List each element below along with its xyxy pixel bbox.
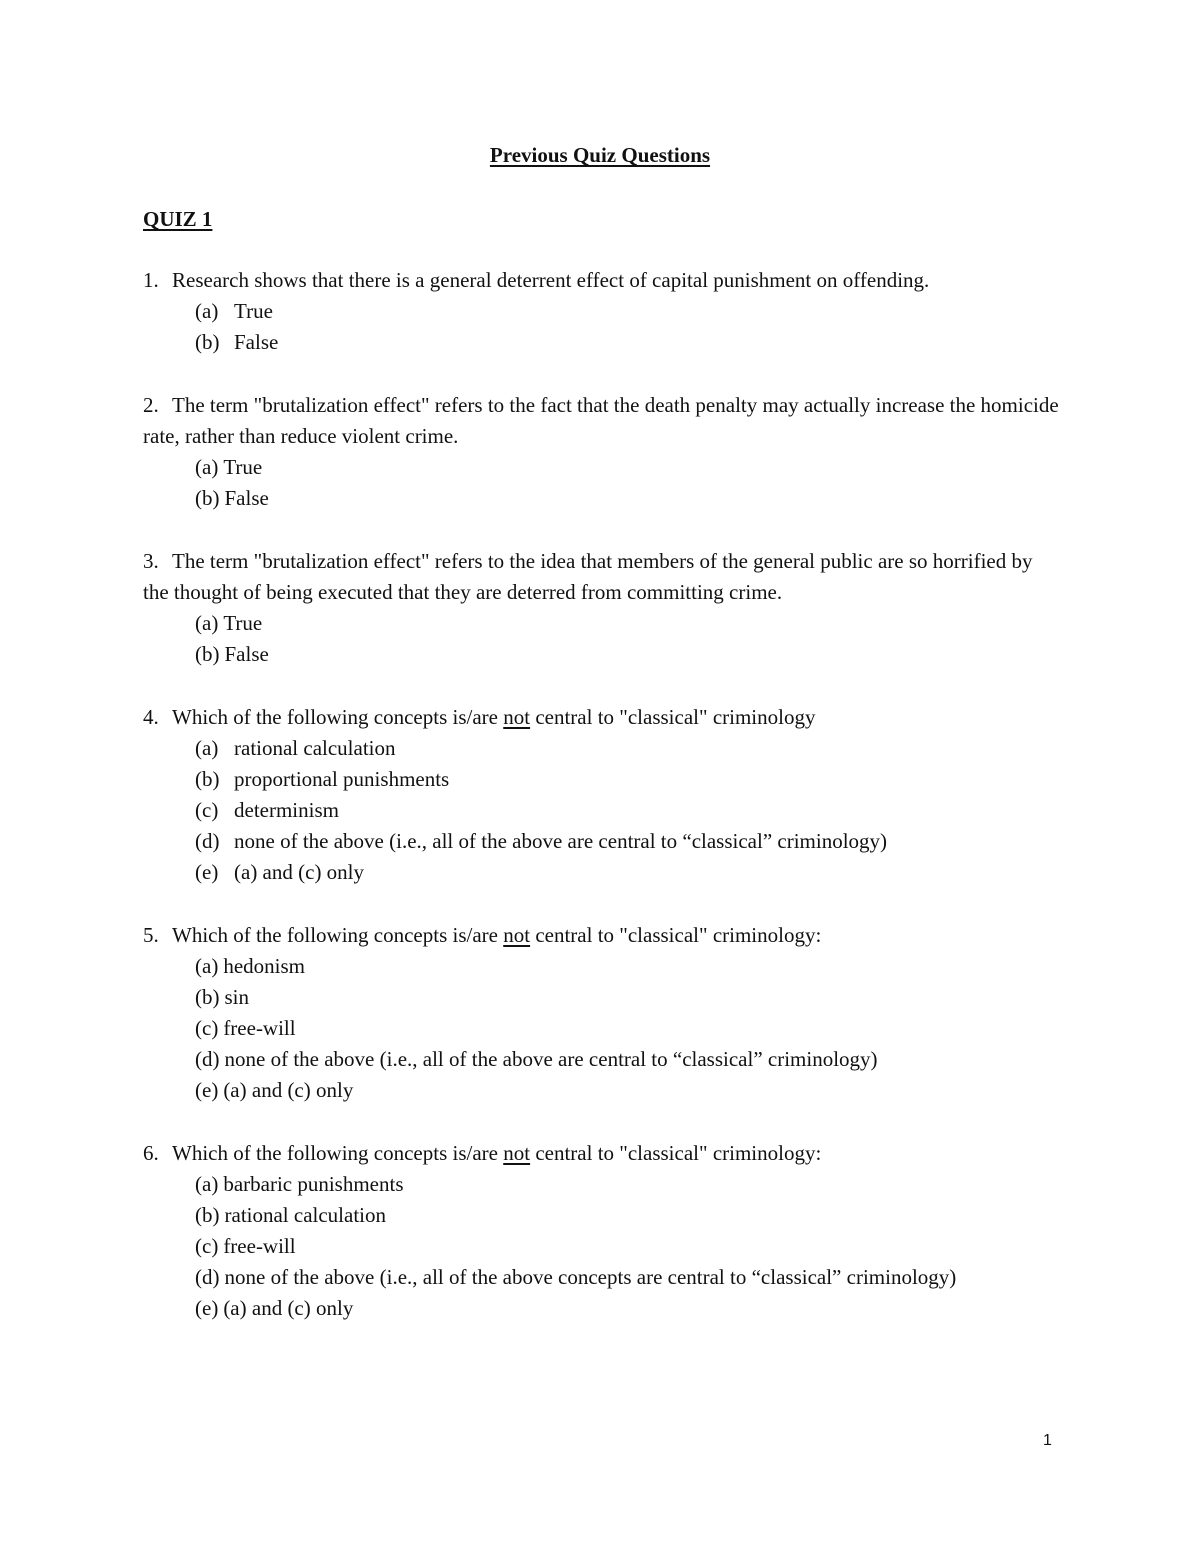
question-2 <box>143 390 1063 514</box>
answer-option <box>143 951 1063 982</box>
option-text: True <box>223 455 263 479</box>
answer-option <box>143 1044 1063 1075</box>
question-number: 3. <box>143 549 159 573</box>
question-number: 1. <box>143 268 159 292</box>
option-label: (a) <box>195 455 219 479</box>
option-label: (d) <box>195 1265 220 1289</box>
answer-option <box>143 1075 1063 1106</box>
question-1 <box>143 265 1063 358</box>
option-label: (b) <box>195 486 220 510</box>
question-3 <box>143 546 1063 670</box>
option-text: free-will <box>223 1016 296 1040</box>
option-text: (a) and (c) only <box>223 1296 354 1320</box>
question-number: 6. <box>143 1141 159 1165</box>
option-label: (e) <box>195 860 219 884</box>
question-stem <box>143 1138 1063 1169</box>
answer-option <box>143 296 1063 327</box>
option-label: (b) <box>195 767 220 791</box>
option-text: proportional punishments <box>234 767 450 791</box>
answer-option <box>143 483 1063 514</box>
question-number: 2. <box>143 393 159 417</box>
answer-option <box>143 826 1063 857</box>
question-text-before: Which of the following concepts is/are <box>172 923 498 947</box>
option-text: rational calculation <box>234 736 396 760</box>
question-number: 5. <box>143 923 159 947</box>
option-text: none of the above (i.e., all of the above are central to “classical” criminology) <box>224 1047 878 1071</box>
option-label: (a) <box>195 299 219 323</box>
answer-option <box>143 452 1063 483</box>
question-emphasis: not <box>503 1141 531 1165</box>
answer-option <box>143 608 1063 639</box>
option-text: hedonism <box>223 954 305 978</box>
question-emphasis: not <box>503 923 531 947</box>
question-4 <box>143 702 1063 888</box>
answer-option <box>143 982 1063 1013</box>
option-text: none of the above (i.e., all of the above are central to “classical” criminology) <box>234 829 888 853</box>
option-text: False <box>234 330 279 354</box>
option-label: (a) <box>195 611 219 635</box>
answer-option <box>143 795 1063 826</box>
option-label: (d) <box>195 1047 220 1071</box>
question-stem <box>143 390 1063 452</box>
answer-option <box>143 327 1063 358</box>
option-text: none of the above (i.e., all of the above concepts are central to “classical” criminology) <box>224 1265 957 1289</box>
option-label: (b) <box>195 985 220 1009</box>
option-label: (c) <box>195 798 219 822</box>
question-stem <box>143 702 1063 733</box>
answer-option <box>143 1200 1063 1231</box>
question-text-before: Which of the following concepts is/are <box>172 705 498 729</box>
question-text-after: central to "classical" criminology: <box>535 923 822 947</box>
option-text: sin <box>224 985 250 1009</box>
option-text: (a) and (c) only <box>223 1078 354 1102</box>
option-text: (a) and (c) only <box>234 860 365 884</box>
question-stem <box>143 920 1063 951</box>
question-list <box>143 265 1063 1356</box>
option-text: True <box>234 299 273 323</box>
option-text: rational calculation <box>224 1203 387 1227</box>
question-emphasis: not <box>503 705 531 729</box>
option-label: (b) <box>195 330 220 354</box>
answer-option <box>143 857 1063 888</box>
question-text: The term "brutalization effect" refers to the idea that members of the general public are so horrified by the thought of being executed that they are deterred from committing crime. <box>143 549 1033 604</box>
option-label: (a) <box>195 954 219 978</box>
option-text: True <box>223 611 263 635</box>
option-label: (a) <box>195 1172 219 1196</box>
page-number: 1 <box>1043 1432 1052 1449</box>
option-label: (a) <box>195 736 219 760</box>
question-5 <box>143 920 1063 1106</box>
option-text: free-will <box>223 1234 296 1258</box>
option-label: (d) <box>195 829 220 853</box>
answer-option <box>143 1013 1063 1044</box>
option-text: False <box>224 486 269 510</box>
option-text: False <box>224 642 269 666</box>
option-text: determinism <box>234 798 339 822</box>
option-text: barbaric punishments <box>223 1172 404 1196</box>
answer-option <box>143 1262 1063 1293</box>
page-title: Previous Quiz Questions <box>489 143 711 167</box>
answer-option <box>143 1293 1063 1324</box>
question-6 <box>143 1138 1063 1324</box>
option-label: (c) <box>195 1016 219 1040</box>
question-text-after: central to "classical" criminology <box>535 705 816 729</box>
answer-option <box>143 639 1063 670</box>
question-stem <box>143 546 1063 608</box>
question-text: Research shows that there is a general deterrent effect of capital punishment on offending. <box>172 268 930 292</box>
question-text-before: Which of the following concepts is/are <box>172 1141 498 1165</box>
option-label: (b) <box>195 642 220 666</box>
answer-option <box>143 1231 1063 1262</box>
answer-option <box>143 1169 1063 1200</box>
option-label: (e) <box>195 1078 219 1102</box>
option-label: (b) <box>195 1203 220 1227</box>
question-number: 4. <box>143 705 159 729</box>
question-text: The term "brutalization effect" refers to the fact that the death penalty may actually increase the homicide rate, rather than reduce violent crime. <box>143 393 1059 448</box>
question-text-after: central to "classical" criminology: <box>535 1141 822 1165</box>
answer-option <box>143 764 1063 795</box>
section-heading: QUIZ 1 <box>143 207 213 231</box>
option-label: (e) <box>195 1296 219 1320</box>
question-stem <box>143 265 1063 296</box>
answer-option <box>143 733 1063 764</box>
option-label: (c) <box>195 1234 219 1258</box>
